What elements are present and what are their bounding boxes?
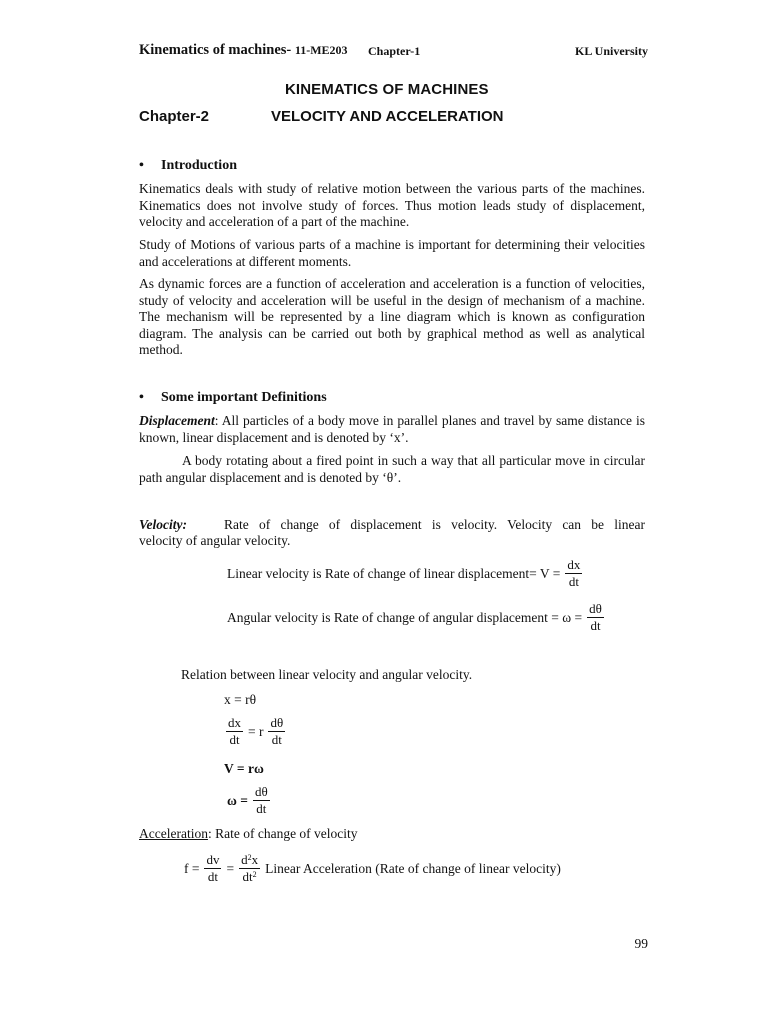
angular-displacement-definition: A body rotating about a fired point in such a way that all particular move in circular path angular displacement and is denoted by ‘θ’. <box>139 453 645 485</box>
velocity-definition: Rate of change of displacement is velocity. Velocity can be linear <box>224 517 645 532</box>
velocity-definition-cont: velocity of angular velocity. <box>139 533 291 548</box>
equation-x-r-theta: x = rθ <box>224 692 257 707</box>
velocity-term: Velocity: <box>139 517 187 532</box>
header-chapter-ref: Chapter-1 <box>368 44 421 58</box>
acceleration-term: Acceleration <box>139 826 208 841</box>
bullet-icon: • <box>139 158 144 173</box>
acceleration-definition: Acceleration: Rate of change of velocity <box>139 826 358 841</box>
intro-paragraph-2: Study of Motions of various parts of a machine is important for determining their velocities and accelerations at different moments. <box>139 237 645 269</box>
relation-heading: Relation between linear velocity and angular velocity. <box>181 667 473 682</box>
fraction-dtheta-dt: $\frac{d\theta}{dt}$ <box>270 715 284 747</box>
displacement-definition: Displacement: All particles of a body move in parallel planes and travel by same distance is known, linear displacement and is denoted by ‘x’. <box>139 413 645 445</box>
intro-heading: • Introduction <box>139 158 237 173</box>
linear-velocity-equation: Linear velocity is Rate of change of linear displacement= V = $\frac{dx}{dt}$ <box>227 557 581 589</box>
header-course: Kinematics of machines- 11-ME203 <box>139 42 348 58</box>
linear-acceleration-equation: f = $\frac{dv}{dt}$ = $\frac{d^2x}{dt^2}$ Linear Acceleration (Rate of change of linear velocity) <box>184 852 561 884</box>
derivative-equation: $\frac{dx}{dt}$ = r $\frac{d\theta}{dt}$ <box>228 715 284 747</box>
omega-equation: ω = $\frac{d\theta}{dt}$ <box>227 784 268 816</box>
fraction-dx-dt: $\frac{dx}{dt}$ <box>228 715 241 747</box>
header-course-code: 11-ME203 <box>294 43 348 57</box>
fraction-dv-dt: $\frac{dv}{dt}$ <box>206 852 220 884</box>
chapter-title: VELOCITY AND ACCELERATION <box>271 108 504 125</box>
fraction-d2x-dt2: $\frac{d^2x}{dt^2}$ <box>241 852 259 884</box>
fraction-dtheta-dt: $\frac{d\theta}{dt}$ <box>254 784 268 816</box>
header-university: KL University <box>574 44 648 58</box>
chapter-number: Chapter-2 <box>139 108 210 125</box>
displacement-term: Displacement <box>139 413 215 428</box>
angular-velocity-equation: Angular velocity is Rate of change of angular displacement = ω = $\frac{d\theta}{dt}$ <box>227 601 602 633</box>
definitions-heading: • Some important Definitions <box>139 390 327 405</box>
document-title: KINEMATICS OF MACHINES <box>285 81 489 98</box>
intro-paragraph-3: As dynamic forces are a function of acceleration and acceleration is a function of velocities, study of velocity and acceleration will be useful in the design of mechanism of a machine. The mechanism will be represented by a line diagram which is known as configuration diagram. The analysis can be carried out both by graphical method as well as analytical method. <box>139 276 645 357</box>
page-number: 99 <box>634 936 648 951</box>
bullet-icon: • <box>139 390 144 405</box>
fraction-dtheta-dt: $\frac{d\theta}{dt}$ <box>589 601 602 633</box>
equation-v-r-omega: V = rω <box>224 761 264 776</box>
fraction-dx-dt: $\frac{dx}{dt}$ <box>567 557 581 589</box>
intro-paragraph-1: Kinematics deals with study of relative motion between the various parts of the machines. Kinematics does not involve study of forces. Thus motion leads study of displacement, velocity and acceleration of a part of the machine. <box>139 181 645 229</box>
